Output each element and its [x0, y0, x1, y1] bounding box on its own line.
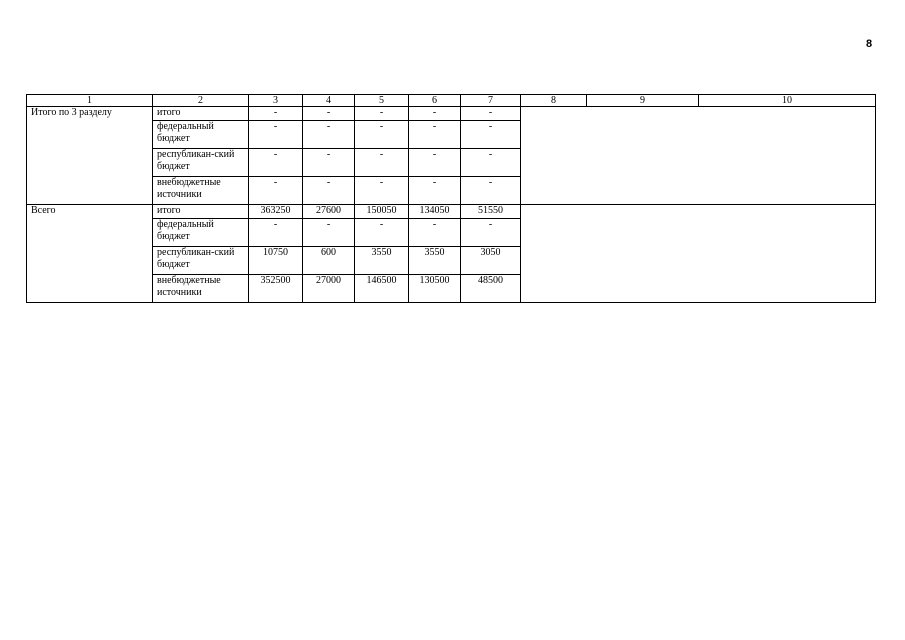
- header-cell: 7: [461, 95, 521, 107]
- value-cell: 3550: [355, 247, 409, 275]
- value-cell: -: [303, 149, 355, 177]
- header-cell: 6: [409, 95, 461, 107]
- value-cell: -: [461, 121, 521, 149]
- value-cell: -: [409, 107, 461, 121]
- value-cell: 10750: [249, 247, 303, 275]
- row-label: республикан-ский бюджет: [153, 149, 249, 177]
- value-cell: 130500: [409, 275, 461, 303]
- value-cell: -: [355, 177, 409, 205]
- section-label: Итого по 3 разделу: [27, 107, 153, 205]
- value-cell: 352500: [249, 275, 303, 303]
- header-cell: 1: [27, 95, 153, 107]
- value-cell: -: [249, 177, 303, 205]
- row-label: внебюджетные источники: [153, 177, 249, 205]
- value-cell: -: [303, 107, 355, 121]
- value-cell: -: [461, 149, 521, 177]
- value-cell: -: [409, 219, 461, 247]
- value-cell: -: [355, 121, 409, 149]
- value-cell: -: [355, 149, 409, 177]
- value-cell: -: [461, 107, 521, 121]
- header-cell: 8: [521, 95, 587, 107]
- value-cell: -: [303, 121, 355, 149]
- table-row: [27, 205, 876, 219]
- value-cell: 51550: [461, 205, 521, 219]
- value-cell: -: [303, 177, 355, 205]
- row-label: республикан-ский бюджет: [153, 247, 249, 275]
- value-cell: 134050: [409, 205, 461, 219]
- empty-cell: [521, 107, 876, 205]
- value-cell: 48500: [461, 275, 521, 303]
- row-label: федеральный бюджет: [153, 121, 249, 149]
- value-cell: 363250: [249, 205, 303, 219]
- table-row: [27, 107, 876, 121]
- value-cell: -: [355, 219, 409, 247]
- value-cell: 600: [303, 247, 355, 275]
- value-cell: 27600: [303, 205, 355, 219]
- section-label: Всего: [27, 205, 153, 303]
- header-row: [27, 95, 876, 107]
- row-label: итого: [153, 205, 249, 219]
- row-label: внебюджетные источники: [153, 275, 249, 303]
- value-cell: -: [303, 219, 355, 247]
- row-label: федеральный бюджет: [153, 219, 249, 247]
- header-cell: 3: [249, 95, 303, 107]
- budget-table: [26, 94, 876, 303]
- value-cell: 146500: [355, 275, 409, 303]
- value-cell: -: [355, 107, 409, 121]
- value-cell: 3050: [461, 247, 521, 275]
- value-cell: 3550: [409, 247, 461, 275]
- header-cell: 10: [699, 95, 876, 107]
- header-cell: 4: [303, 95, 355, 107]
- value-cell: -: [461, 177, 521, 205]
- value-cell: -: [409, 121, 461, 149]
- header-cell: 9: [587, 95, 699, 107]
- value-cell: -: [249, 121, 303, 149]
- value-cell: -: [409, 177, 461, 205]
- empty-cell: [521, 205, 876, 303]
- value-cell: -: [409, 149, 461, 177]
- row-label: итого: [153, 107, 249, 121]
- value-cell: 150050: [355, 205, 409, 219]
- page-number: 8: [866, 38, 873, 50]
- value-cell: 27000: [303, 275, 355, 303]
- value-cell: -: [249, 107, 303, 121]
- value-cell: -: [249, 149, 303, 177]
- value-cell: -: [461, 219, 521, 247]
- header-cell: 2: [153, 95, 249, 107]
- value-cell: -: [249, 219, 303, 247]
- header-cell: 5: [355, 95, 409, 107]
